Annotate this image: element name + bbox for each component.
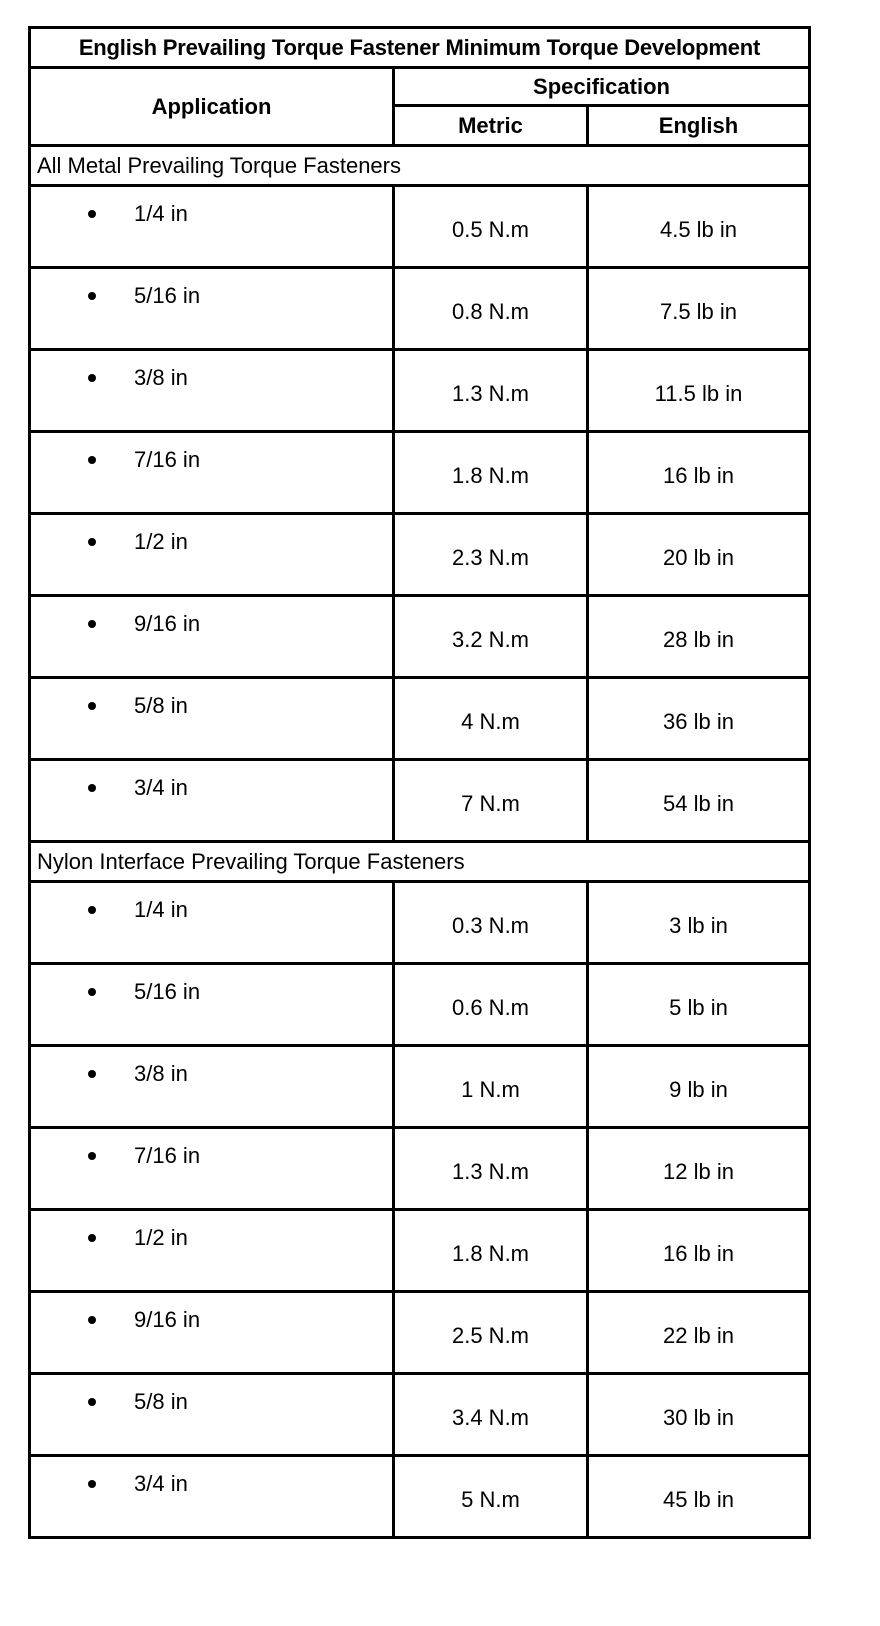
fastener-size: 5/8 in — [134, 693, 188, 718]
bullet-icon — [88, 1398, 96, 1406]
metric-value: 4 N.m — [394, 678, 588, 760]
bullet-icon — [88, 374, 96, 382]
metric-value: 0.8 N.m — [394, 268, 588, 350]
bullet-icon — [88, 1316, 96, 1324]
bullet-icon — [88, 538, 96, 546]
metric-value: 1.8 N.m — [394, 1210, 588, 1292]
metric-value: 1 N.m — [394, 1046, 588, 1128]
fastener-size-cell — [30, 760, 394, 842]
metric-value: 3.4 N.m — [394, 1374, 588, 1456]
bullet-icon — [88, 1480, 96, 1488]
bullet-icon — [88, 784, 96, 792]
metric-value: 7 N.m — [394, 760, 588, 842]
metric-value: 1.3 N.m — [394, 1128, 588, 1210]
table-row — [30, 1456, 810, 1538]
table-row — [30, 760, 810, 842]
fastener-size: 7/16 in — [134, 1143, 201, 1168]
metric-value: 5 N.m — [394, 1456, 588, 1538]
table-row — [30, 964, 810, 1046]
fastener-size-cell — [30, 1128, 394, 1210]
table-row — [30, 678, 810, 760]
fastener-size: 3/8 in — [134, 1061, 188, 1086]
table-row — [30, 268, 810, 350]
table-row — [30, 596, 810, 678]
metric-value: 1.8 N.m — [394, 432, 588, 514]
table-row — [30, 186, 810, 268]
table-title: English Prevailing Torque Fastener Minimum Torque Development — [30, 28, 810, 68]
fastener-size-cell — [30, 964, 394, 1046]
fastener-size: 3/8 in — [134, 365, 188, 390]
fastener-size: 5/16 in — [134, 283, 201, 308]
section-label: All Metal Prevailing Torque Fasteners — [30, 146, 810, 186]
english-value: 20 lb in — [588, 514, 810, 596]
english-value: 22 lb in — [588, 1292, 810, 1374]
fastener-size: 3/4 in — [134, 775, 188, 800]
section-label: Nylon Interface Prevailing Torque Fasteners — [30, 842, 810, 882]
fastener-size: 1/4 in — [134, 897, 188, 922]
table-row — [30, 1210, 810, 1292]
fastener-size-cell — [30, 268, 394, 350]
table-body — [30, 146, 810, 1538]
english-value: 4.5 lb in — [588, 186, 810, 268]
table-row — [30, 1046, 810, 1128]
fastener-size-cell — [30, 882, 394, 964]
english-value: 7.5 lb in — [588, 268, 810, 350]
fastener-size-cell — [30, 678, 394, 760]
fastener-size-cell — [30, 432, 394, 514]
torque-spec-table — [28, 26, 811, 1539]
metric-value: 1.3 N.m — [394, 350, 588, 432]
bullet-icon — [88, 292, 96, 300]
english-value: 16 lb in — [588, 432, 810, 514]
english-value: 9 lb in — [588, 1046, 810, 1128]
metric-value: 3.2 N.m — [394, 596, 588, 678]
fastener-size: 9/16 in — [134, 611, 201, 636]
table-row — [30, 1292, 810, 1374]
fastener-size-cell — [30, 1456, 394, 1538]
table-row — [30, 882, 810, 964]
english-value: 3 lb in — [588, 882, 810, 964]
fastener-size-cell — [30, 1374, 394, 1456]
fastener-size-cell — [30, 596, 394, 678]
fastener-size: 3/4 in — [134, 1471, 188, 1496]
english-value: 30 lb in — [588, 1374, 810, 1456]
fastener-size-cell — [30, 186, 394, 268]
bullet-icon — [88, 456, 96, 464]
fastener-size: 5/16 in — [134, 979, 201, 1004]
fastener-size: 1/2 in — [134, 1225, 188, 1250]
bullet-icon — [88, 1070, 96, 1078]
fastener-size: 1/4 in — [134, 201, 188, 226]
english-value: 45 lb in — [588, 1456, 810, 1538]
fastener-size: 9/16 in — [134, 1307, 201, 1332]
bullet-icon — [88, 988, 96, 996]
bullet-icon — [88, 1234, 96, 1242]
english-value: 28 lb in — [588, 596, 810, 678]
bullet-icon — [88, 210, 96, 218]
table-row — [30, 1128, 810, 1210]
application-header: Application — [30, 68, 394, 146]
table-header — [30, 28, 810, 146]
metric-value: 0.6 N.m — [394, 964, 588, 1046]
bullet-icon — [88, 702, 96, 710]
fastener-size-cell — [30, 350, 394, 432]
section-row — [30, 842, 810, 882]
metric-value: 0.3 N.m — [394, 882, 588, 964]
english-value: 11.5 lb in — [588, 350, 810, 432]
metric-value: 0.5 N.m — [394, 186, 588, 268]
english-value: 5 lb in — [588, 964, 810, 1046]
table-row — [30, 514, 810, 596]
specification-header: Specification — [394, 68, 810, 106]
table-row — [30, 350, 810, 432]
english-value: 12 lb in — [588, 1128, 810, 1210]
fastener-size: 1/2 in — [134, 529, 188, 554]
section-row — [30, 146, 810, 186]
fastener-size-cell — [30, 1292, 394, 1374]
fastener-size: 7/16 in — [134, 447, 201, 472]
fastener-size-cell — [30, 514, 394, 596]
table-row — [30, 432, 810, 514]
bullet-icon — [88, 906, 96, 914]
bullet-icon — [88, 620, 96, 628]
english-header: English — [588, 106, 810, 146]
metric-value: 2.3 N.m — [394, 514, 588, 596]
metric-value: 2.5 N.m — [394, 1292, 588, 1374]
english-value: 16 lb in — [588, 1210, 810, 1292]
english-value: 36 lb in — [588, 678, 810, 760]
metric-header: Metric — [394, 106, 588, 146]
fastener-size-cell — [30, 1210, 394, 1292]
english-value: 54 lb in — [588, 760, 810, 842]
fastener-size-cell — [30, 1046, 394, 1128]
fastener-size: 5/8 in — [134, 1389, 188, 1414]
table-row — [30, 1374, 810, 1456]
bullet-icon — [88, 1152, 96, 1160]
